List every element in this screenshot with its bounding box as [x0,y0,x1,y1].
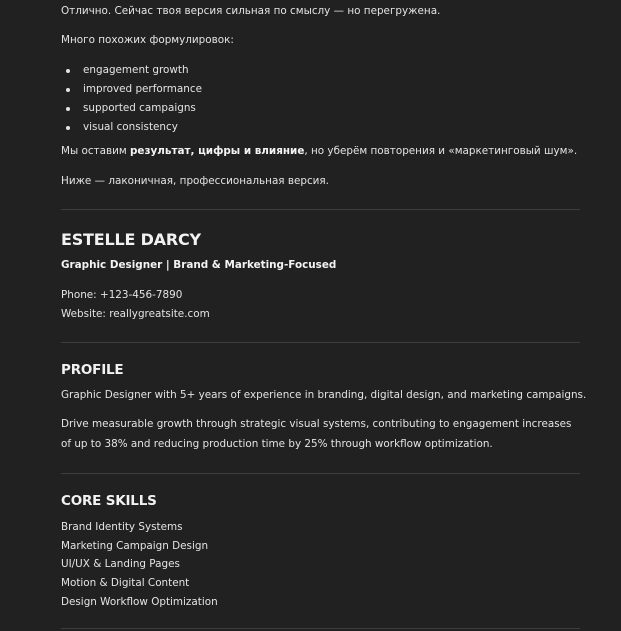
resume-title: Graphic Designer | Brand & Marketing-Focused [61,259,337,271]
profile-heading: PROFILE [61,362,124,378]
resume-phone: Phone: +123-456-7890 [61,289,183,301]
divider [61,209,580,210]
divider [61,473,580,474]
intro-line-3-prefix: Мы оставим [61,145,130,157]
list-item: supported campaigns [61,99,202,118]
intro-line-3-suffix: , но уберём повторения и «маркетинговый шум». [304,145,578,157]
list-item: Marketing Campaign Design [61,539,209,552]
bullet-list [61,61,202,137]
intro-line-1: Отлично. Сейчас твоя версия сильная по смыслу — но перегружена. [61,5,441,17]
skills-heading: CORE SKILLS [61,493,157,509]
resume-name: ESTELLE DARCY [61,230,201,249]
skills-list [61,518,218,611]
profile-paragraph-2: Drive measurable growth through strategic visual systems, contributing to engagement increases of up to 38% and reducing production time by 25% through workflow optimization. [61,418,572,450]
intro-line-3-bold: результат, цифры и влияние [129,145,305,157]
intro-line-3 [61,144,577,159]
list-item: Design Workflow Optimization [61,595,218,608]
divider [61,342,580,343]
list-item: engagement growth [61,61,202,80]
list-item: Motion & Digital Content [61,577,190,590]
intro-line-2: Много похожих формулировок: [61,34,234,46]
profile-paragraph-1: Graphic Designer with 5+ years of experience in branding, digital design, and marketing campaigns. [61,389,587,401]
list-item: UI/UX & Landing Pages [61,558,180,571]
list-item: Brand Identity Systems [61,521,183,533]
intro-line-4: Ниже — лаконичная, профессиональная версия. [61,175,329,187]
list-item: improved performance [61,80,202,99]
resume-website: Website: reallygreatsite.com [61,308,210,320]
divider [61,628,580,629]
list-item: visual consistency [61,118,202,137]
